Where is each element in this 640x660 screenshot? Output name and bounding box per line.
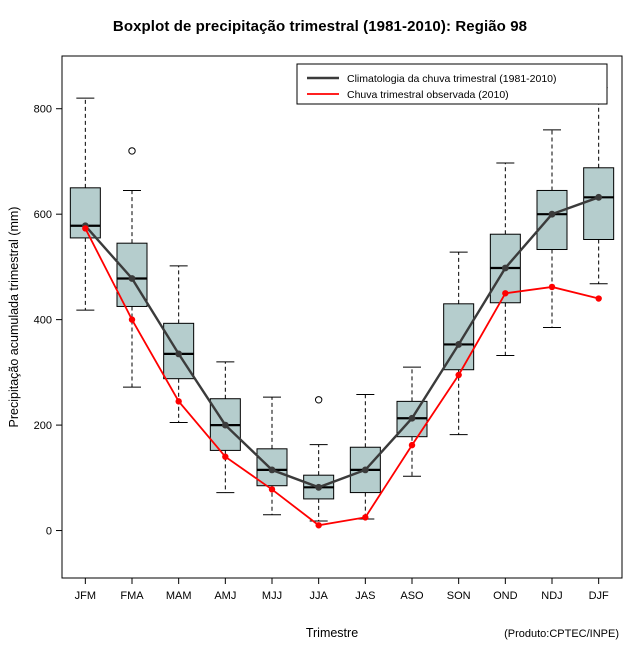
y-tick-label: 0 xyxy=(45,525,52,538)
y-tick-label: 800 xyxy=(33,103,52,116)
outlier-point xyxy=(315,397,321,403)
x-tick-label: ASO xyxy=(400,590,424,602)
box xyxy=(537,190,567,249)
series-point-0 xyxy=(595,194,602,201)
x-tick-label: OND xyxy=(493,590,518,602)
y-tick-label: 600 xyxy=(33,209,52,222)
series-point-0 xyxy=(315,484,322,491)
series-point-1 xyxy=(362,514,368,520)
series-point-1 xyxy=(595,295,601,301)
box xyxy=(584,168,614,240)
x-tick-label: JAS xyxy=(355,590,376,602)
series-point-0 xyxy=(222,422,229,429)
series-point-0 xyxy=(362,467,369,474)
series-line-0 xyxy=(85,197,598,487)
x-tick-label: AMJ xyxy=(214,590,237,602)
series-line-1 xyxy=(85,228,598,525)
series-point-1 xyxy=(549,284,555,290)
series-point-1 xyxy=(82,225,88,231)
series-point-1 xyxy=(315,522,321,528)
x-tick-label: NDJ xyxy=(541,590,563,602)
series-point-1 xyxy=(269,486,275,492)
x-tick-label: FMA xyxy=(120,590,144,602)
y-tick-label: 200 xyxy=(33,420,52,433)
x-tick-label: DJF xyxy=(588,590,609,602)
x-tick-label: JJA xyxy=(309,590,328,602)
series-point-0 xyxy=(129,275,136,282)
outlier-point xyxy=(129,148,135,154)
x-tick-label: JFM xyxy=(74,590,97,602)
series-point-0 xyxy=(502,265,509,272)
y-axis-label: Precipitação acumulada trimestral (mm) xyxy=(7,206,21,428)
series-point-1 xyxy=(175,398,181,404)
x-tick-label: SON xyxy=(446,590,471,602)
series-point-1 xyxy=(502,290,508,296)
series-point-1 xyxy=(455,372,461,378)
series-point-0 xyxy=(409,415,416,422)
series-point-0 xyxy=(455,341,462,348)
x-axis-label: Trimestre xyxy=(305,626,359,640)
x-tick-label: MAM xyxy=(165,590,192,602)
y-tick-label: 400 xyxy=(33,314,52,327)
series-point-0 xyxy=(175,351,182,358)
page-title: Boxplot de precipitação trimestral (1981-2010): Região 98 xyxy=(112,18,528,35)
series-point-0 xyxy=(269,467,276,474)
legend-label-0: Climatologia da chuva trimestral (1981-2010) xyxy=(347,73,557,85)
plot-frame xyxy=(62,56,622,578)
series-point-1 xyxy=(222,454,228,460)
series-point-0 xyxy=(549,211,556,218)
credit-label: (Produto:CPTEC/INPE) xyxy=(504,628,619,640)
x-tick-label: MJJ xyxy=(261,590,283,602)
series-point-1 xyxy=(409,442,415,448)
series-point-1 xyxy=(129,316,135,322)
legend-label-1: Chuva trimestral observada (2010) xyxy=(347,89,509,101)
